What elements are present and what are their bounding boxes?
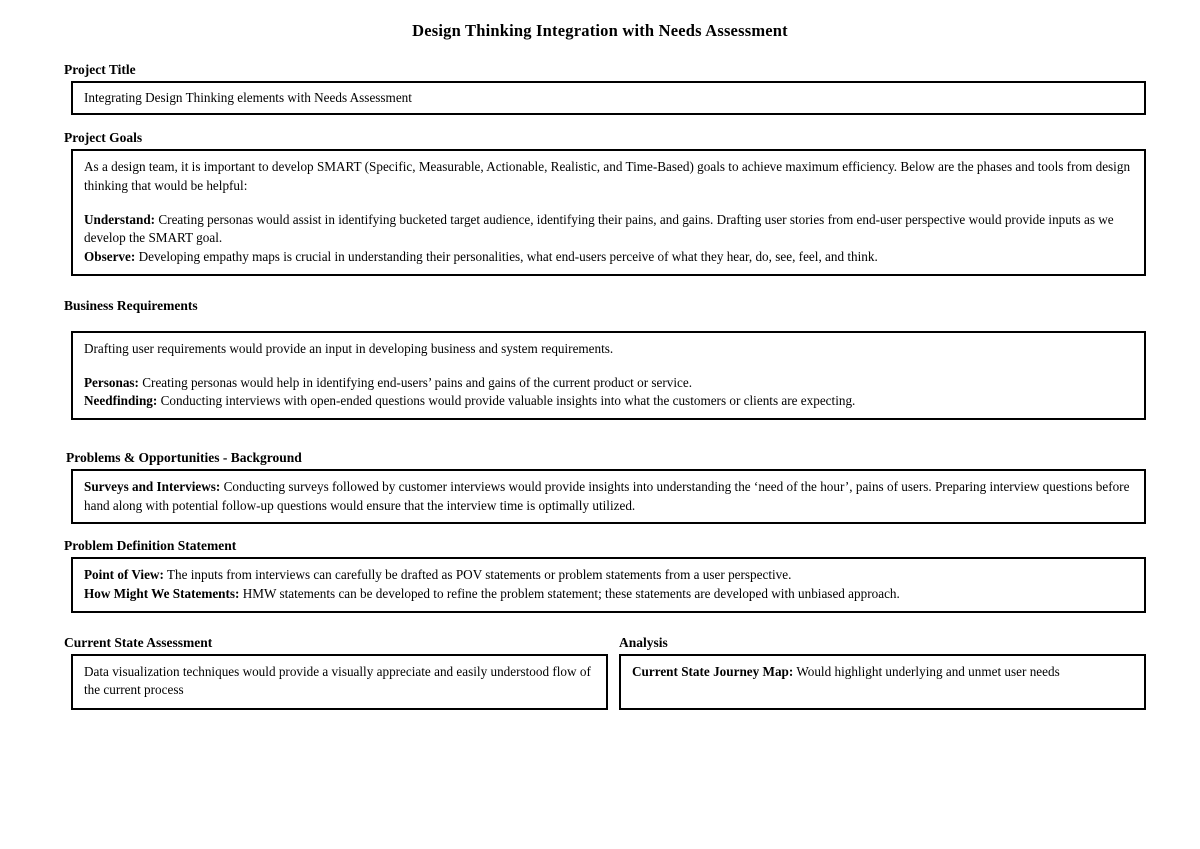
section-problem-definition [0, 538, 1200, 612]
section-business-requirements [0, 298, 1200, 420]
problems-opportunities-surveys [84, 478, 1134, 515]
how-might-we-text: HMW statements can be developed to refine the problem statement; these statements are developed with unbiased approach. [239, 585, 900, 601]
point-of-view-text: The inputs from interviews can carefully be drafted as POV statements or problem statements from a user perspective. [163, 567, 792, 583]
analysis-journey-map [632, 663, 1134, 682]
point-of-view-label: Point of View: [84, 567, 164, 583]
needfinding-label: Needfinding: [84, 393, 158, 409]
business-requirements-field[interactable] [71, 331, 1146, 420]
project-title-value: Integrating Design Thinking elements with Needs Assessment [84, 89, 412, 105]
problem-definition-label: Problem Definition Statement [64, 538, 237, 554]
problems-opportunities-field[interactable] [71, 469, 1146, 524]
analysis-field[interactable] [619, 654, 1146, 710]
observe-text: Developing empathy maps is crucial in understanding their personalities, what end-users perceive of what they hear, do, see, feel, and think. [135, 249, 878, 265]
project-goals-observe [84, 248, 1134, 267]
how-might-we-label: How Might We Statements: [84, 585, 240, 601]
project-goals-label: Project Goals [64, 130, 143, 146]
problem-definition-pov [84, 566, 1134, 585]
analysis-label: Analysis [619, 634, 668, 650]
understand-label: Understand: [84, 211, 156, 227]
column-current-state-assessment [64, 635, 608, 710]
project-title-label: Project Title [64, 61, 136, 77]
project-goals-intro: As a design team, it is important to develop SMART (Specific, Measurable, Actionable, Realistic, and Time-Based) goals to achieve maximum efficiency. Below are the phases and tools from design thinking that would be helpful: [84, 159, 1131, 194]
project-title-field[interactable] [71, 81, 1146, 116]
problem-definition-field[interactable] [71, 557, 1146, 612]
section-project-title [0, 62, 1200, 116]
section-project-goals [0, 130, 1200, 276]
current-state-journey-map-text: Would highlight underlying and unmet user needs [793, 663, 1060, 679]
observe-label: Observe: [84, 249, 136, 265]
personas-text: Creating personas would help in identifying end-users’ pains and gains of the current product or service. [138, 374, 693, 390]
page-title: Design Thinking Integration with Needs Assessment [412, 21, 788, 40]
business-requirements-label: Business Requirements [64, 297, 198, 313]
current-state-assessment-text: Data visualization techniques would provide a visually appreciate and easily understood flow of the current process [84, 663, 591, 698]
business-requirements-needfinding [84, 392, 1134, 411]
project-goals-field[interactable] [71, 149, 1146, 276]
section-problems-opportunities [0, 450, 1200, 524]
understand-text: Creating personas would assist in identifying bucketed target audience, identifying their pains, and gains. Drafting user stories from end-user perspective would provide inputs as we develop the SMART goal. [84, 211, 1114, 246]
surveys-and-interviews-label: Surveys and Interviews: [84, 478, 221, 494]
business-requirements-intro: Drafting user requirements would provide an input in developing business and system requirements. [84, 340, 614, 356]
project-goals-understand [84, 211, 1134, 248]
problem-definition-hmw [84, 585, 1134, 604]
section-current-state-and-analysis [0, 635, 1200, 710]
business-requirements-personas [84, 374, 1134, 393]
personas-label: Personas: [84, 374, 139, 390]
problems-opportunities-label: Problems & Opportunities - Background [66, 450, 302, 466]
column-analysis [608, 635, 1146, 710]
surveys-and-interviews-text: Conducting surveys followed by customer interviews would provide insights into understanding the ‘need of the hour’, pains of users. Preparing interview questions before hand along with potential follow-up questions would ensure that the interview time is optimally utilized. [84, 478, 1130, 513]
current-state-assessment-field[interactable] [71, 654, 608, 710]
current-state-journey-map-label: Current State Journey Map: [632, 663, 794, 679]
needfinding-text: Conducting interviews with open-ended questions would provide valuable insights into what the customers or clients are expecting. [157, 393, 856, 409]
current-state-assessment-label: Current State Assessment [64, 634, 213, 650]
